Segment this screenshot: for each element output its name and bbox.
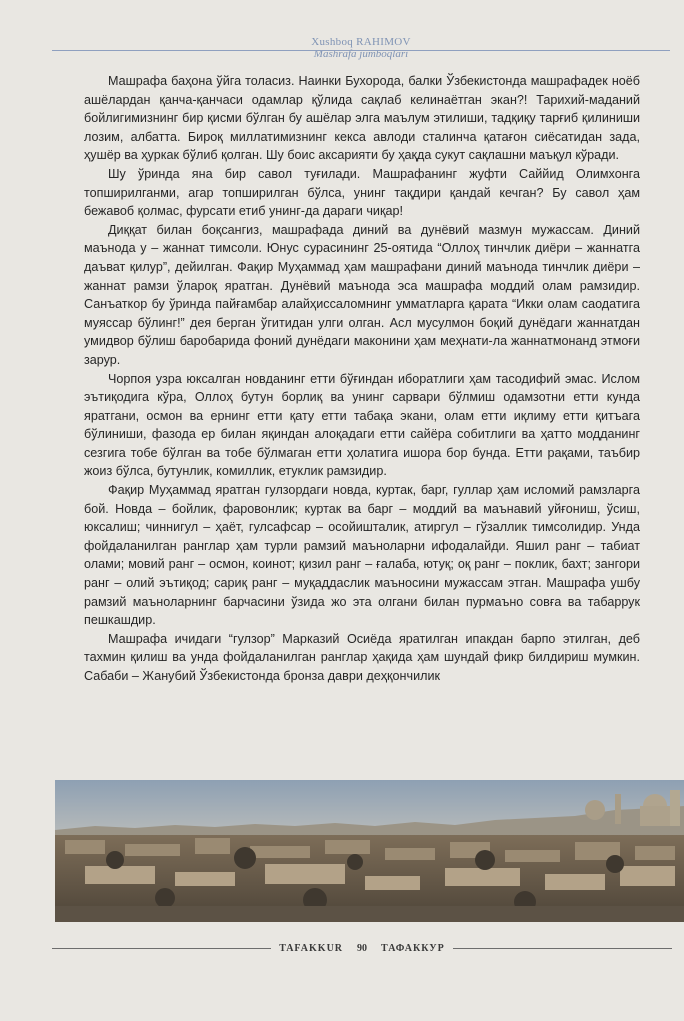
paragraph: Машрафа баҳона ўйга толасиз. Наинки Бухорода, балки Ўзбекистонда машрафадек ноёб ашёлардан қанча-қанчаси одамлар қўлида сақлаб келинаётган экан?! Тарихий-маданий бойлигимизнинг бир қисми бўлган бу ашёлар элга маълум этилиши, тадқиқу тарғиб қилиниши лозим, албатта. Бироқ миллатимизнинг кекса авлоди сталинча қатағон сиёсатидан зада, ҳушёр ва ҳуркак бўлиб қолган. Шу боис аксарияти бу ҳақда сукут сақлашни маъқул кўради. — [84, 74, 640, 163]
footer-magazine-latin: TAFAKKUR — [279, 942, 344, 954]
footer-rule-right — [453, 948, 672, 949]
footer-rule-left — [52, 948, 271, 949]
paragraph: Машрафа ичидаги “гулзор” Марказий Осиёда яратилган ипакдан барпо этилган, деб тахмин қилиш ва унда фойдаланилган ранглар ҳақида ҳам шундай фикр билдириш мумкин. Сабаби – Жанубий Ўзбекистонда бронза даври деҳқончилик — [84, 631, 640, 683]
page-footer — [52, 940, 672, 956]
footer-magazine-cyrillic: ТАФАККУР — [381, 942, 445, 954]
header-author: Xushboq RAHIMOV — [311, 36, 411, 48]
paragraph: Диққат билан боқсангиз, машрафада диний ва дунёвий мазмун мужассам. Диний маънода у – жаннат тимсоли. Юнус сурасининг 25-оятида “Оллоҳ тинчлик диёри – жаннатга даъват қилур”, дейилган. Фақир Муҳаммад ҳам машрафани диний маънода тинчлик диёри – жаннат рамзи ўлароқ яратган. Дунёвий маънода эса машрафа моддий олам рамзидир. Санъаткор бу ўринда пайғамбар алайҳиссаломнинг умматларга қарата “Икки олам саодатига муяссар бўлинг!” дея берган ўгитидан улги олган. Асл мусулмон боқий дунёдаги жаннатдан умидвор бўлиш баробарида фоний дунёдаги маконини ҳам меҳнати-ла жаннатмонанд этмоғи зарур. — [84, 222, 640, 367]
header-subtitle: Mashrafa jumboqlari — [313, 48, 409, 60]
paragraph: Чорпоя узра юксалган новданинг етти бўғиндан иборатлиги ҳам тасодифий эмас. Ислом эътиқодига кўра, Оллоҳ бутун борлиқ ва унинг сарвари бўлмиш одамзотни етти кунда яратгани, осмон ва ернинг етти қату етти табақа экани, олам етти иқлиму етти қитъага бўлиниши, фазода ер билан яқиндан алоқадаги етти сайёра собитлиги ва ҳатто модданинг сезгига тобе бўлган ва тобе бўлмаган етти ҳолатига ишора бор бунда. Етти рақами, таъбир жоиз бўлса, бутунлик, комиллик, етуклик рамзидир. — [84, 371, 640, 479]
city-panorama-photo — [55, 780, 684, 922]
page-number: 90 — [357, 942, 368, 954]
running-header — [52, 36, 670, 66]
paragraph: Фақир Муҳаммад яратган гулзордаги новда, куртак, барг, гуллар ҳам исломий рамзларга бой. Новда – бойлик, фаровонлик; куртак ва барг – моддий ва маънавий уйғониш, ўсиш, юксалиш; чиннигул – ҳаёт, гулсафсар – осойишталик, атиргул – гўзаллик тимсолидир. Унда фойдаланилган ранглар ҳам турли рамзий маъноларни ифодалайди. Яшил ранг – табиат олами; мовий ранг – осмон, коинот; қизил ранг – ғалаба, ютуқ; оқ ранг – поклик, бахт; зангори ранг – олий эътиқод; сариқ ранг – муқаддаслик маъносини мужассам этган. Машрафа ушбу рамзий маъноларнинг барчасини ўзида жо эта олгани билан пурмаъно совға ва табаррук пешкашдир. — [84, 483, 640, 628]
paragraph: Шу ўринда яна бир савол туғилади. Машрафанинг жуфти Саййид Олимхонга топширилганми, агар топширилган бўлса, унинг тақдири қандай кечган? Бу савол ҳам бежавоб қолмас, фурсати етиб унинг-да дараги чиқар! — [84, 166, 640, 219]
header-rule — [52, 50, 670, 51]
article-body — [84, 72, 640, 686]
